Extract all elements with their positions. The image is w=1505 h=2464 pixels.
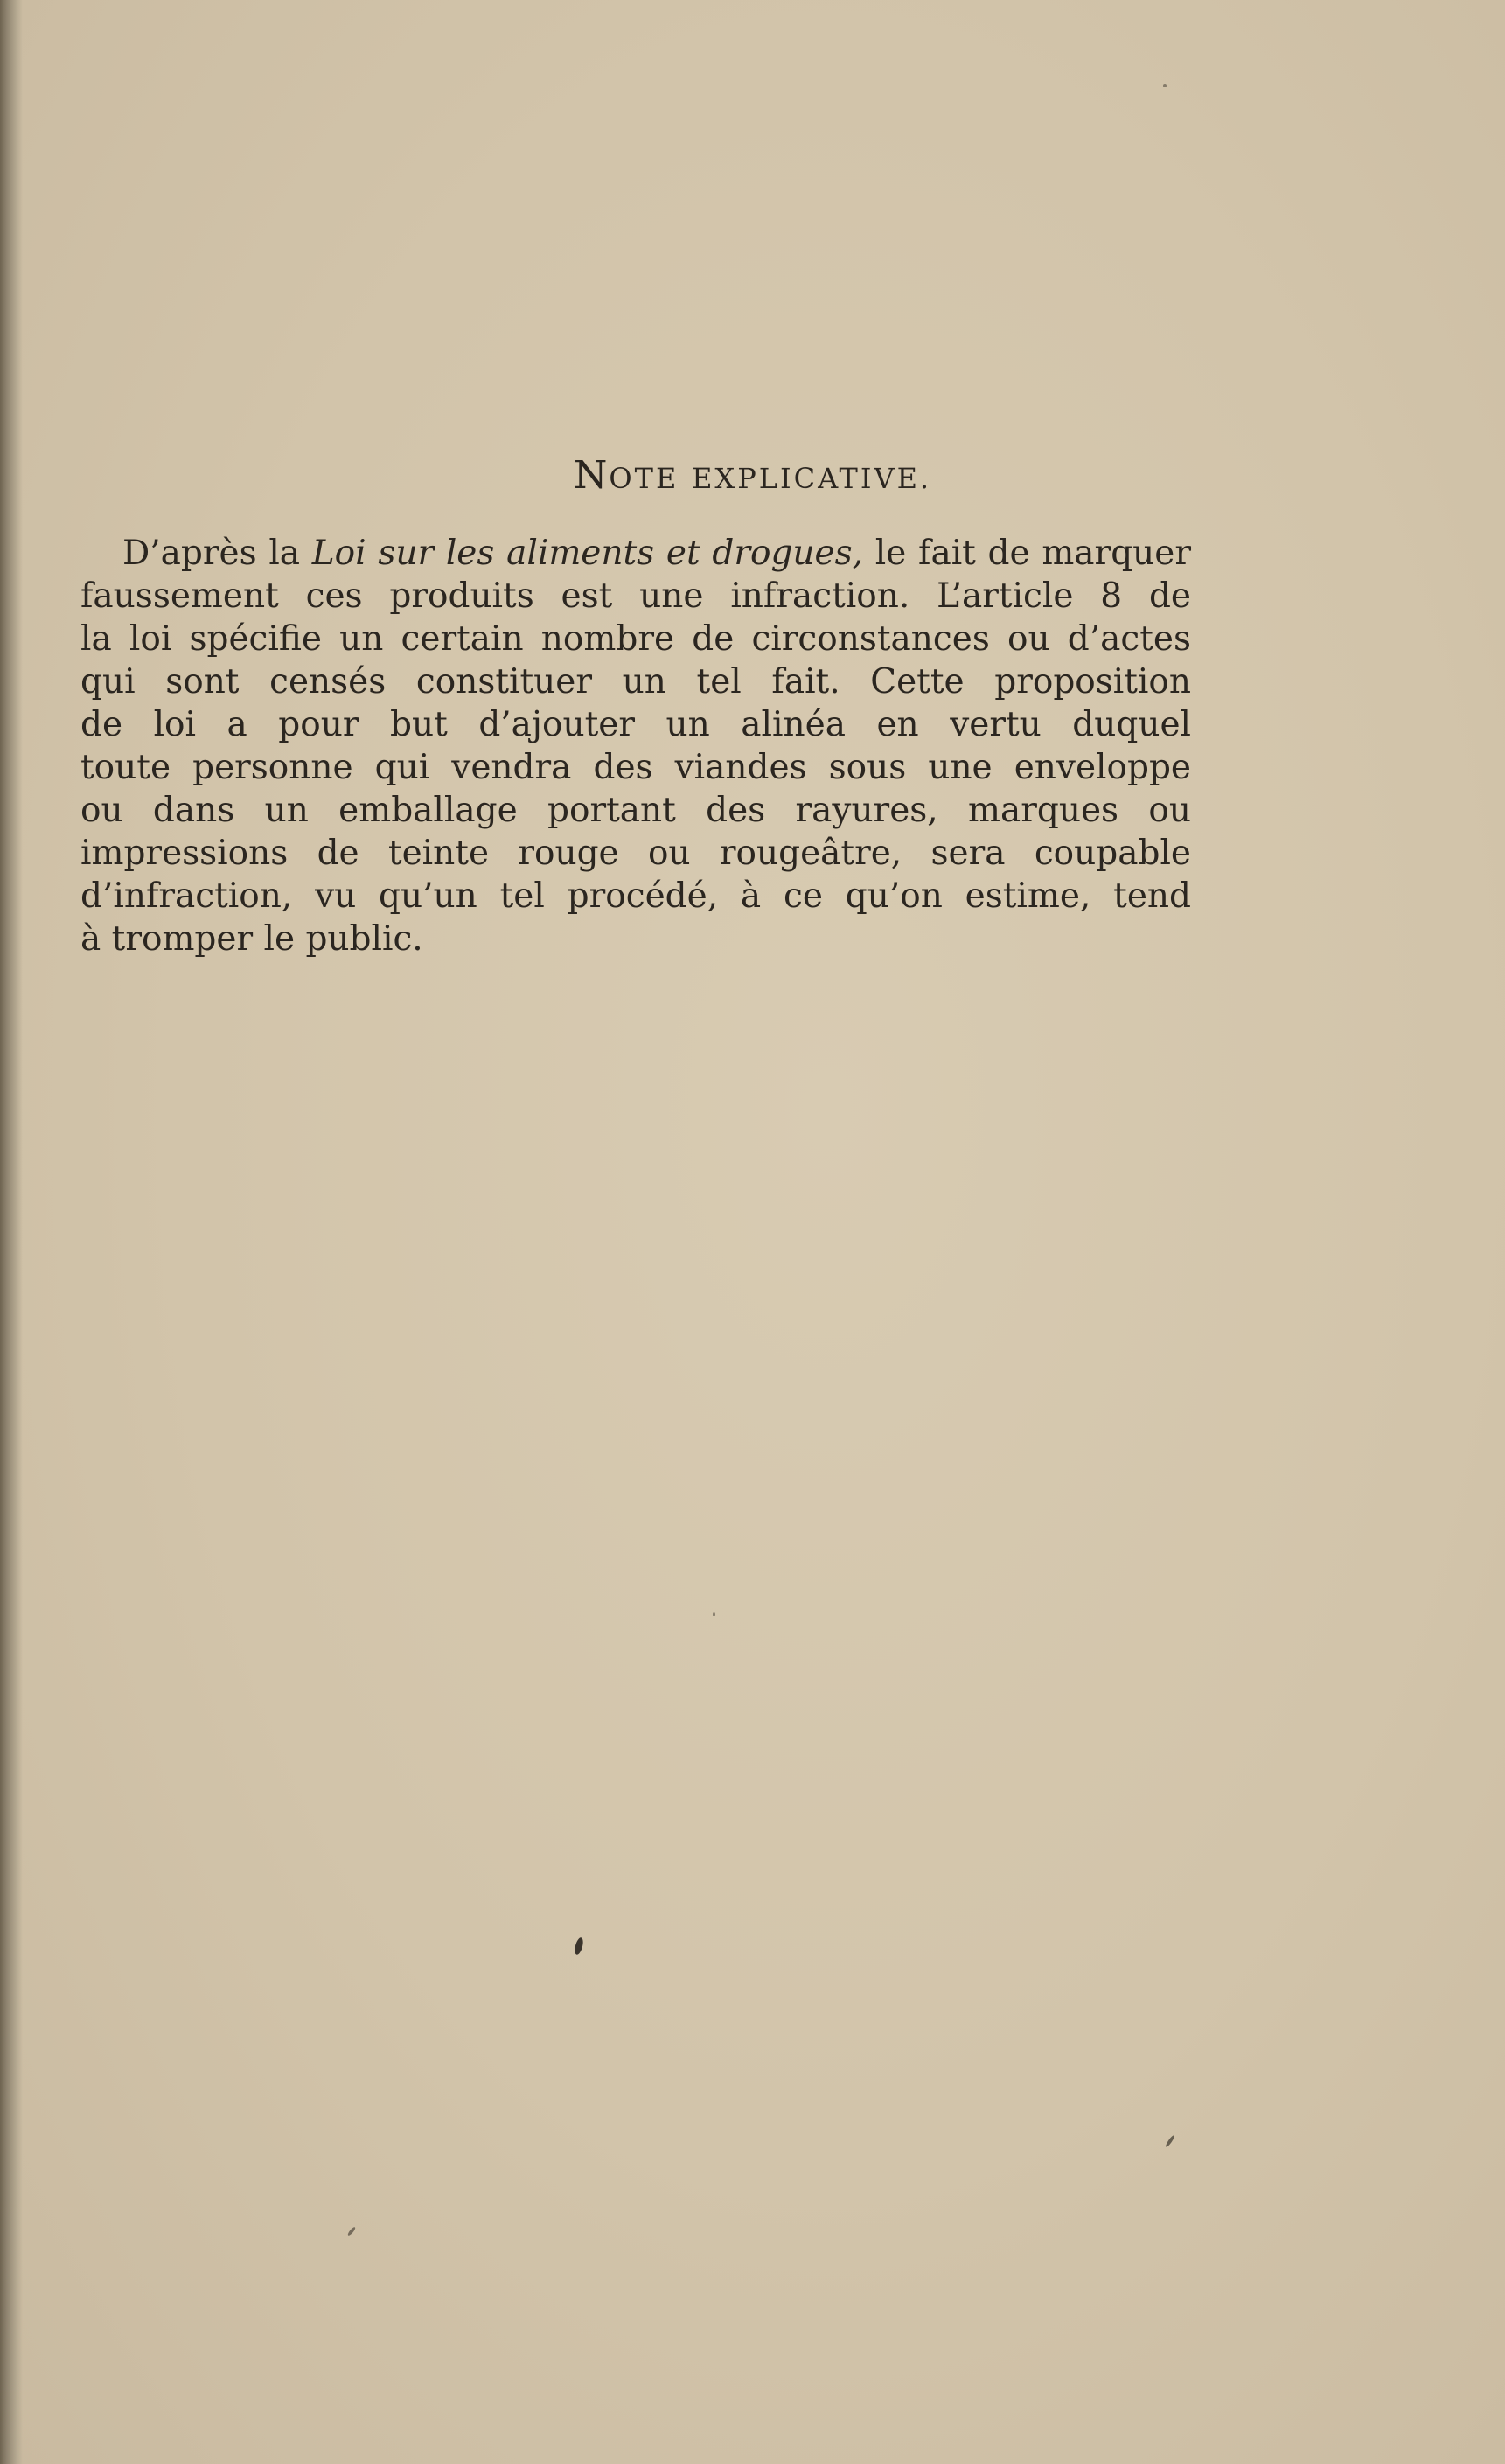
- line1-lead: D’après la: [122, 534, 312, 573]
- explanatory-paragraph: [80, 532, 1191, 960]
- section-title: [0, 453, 1505, 498]
- paragraph-line-last: à tromper le public.: [80, 919, 423, 959]
- paragraph-line: de loi a pour but d’ajouter un alinéa en vertu duquel: [80, 705, 1191, 744]
- paper-speck: [574, 1937, 585, 1955]
- paragraph-line: toute personne qui vendra des viandes sous une enveloppe: [80, 748, 1191, 787]
- paragraph-line: ou dans un emballage portant des rayures, marques ou: [80, 791, 1191, 830]
- paper-speck: [1163, 84, 1167, 87]
- binding-edge: [0, 0, 23, 2464]
- paragraph-line: la loi spécifie un certain nombre de circonstances ou d’actes: [80, 619, 1191, 659]
- paragraph-line: impressions de teinte rouge ou rougeâtre, sera coupable: [80, 834, 1191, 873]
- line1-tail: le fait de marquer: [863, 534, 1191, 573]
- title-word-2: EXPLICATIVE.: [692, 462, 932, 495]
- paragraph-line: qui sont censés constituer un tel fait. Cette proposition: [80, 662, 1191, 702]
- paper-speck: [1165, 2134, 1175, 2147]
- title-word-1-rest: OTE: [609, 462, 679, 495]
- paragraph-line: faussement ces produits est une infraction. L’article 8 de: [80, 576, 1191, 616]
- paragraph-line: d’infraction, vu qu’un tel procédé, à ce qu’on estime, tend: [80, 876, 1191, 916]
- paper-speck: [347, 2226, 357, 2237]
- act-title-italic: Loi sur les aliments et drogues,: [311, 534, 864, 573]
- paragraph-line-1: [80, 532, 1191, 575]
- title-initial: N: [573, 453, 610, 498]
- paper-speck: [713, 1612, 715, 1616]
